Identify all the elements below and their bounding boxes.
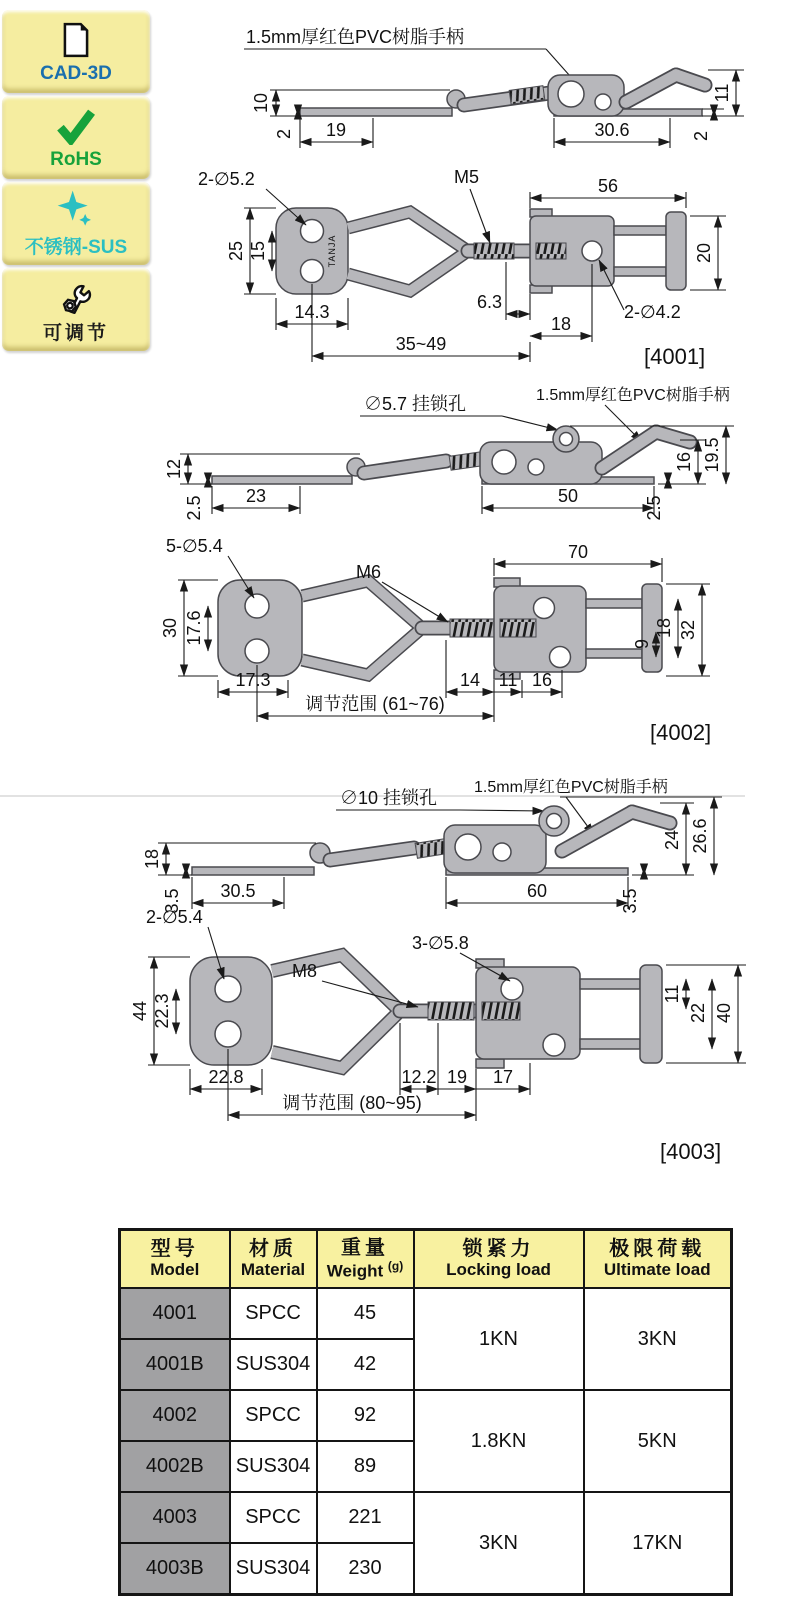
- dim-4002-plate-w: 17.3: [235, 670, 271, 690]
- dim-4003-seg-17: 17: [492, 1067, 514, 1087]
- dim-4001-hole-off: 18: [550, 314, 572, 334]
- badge-label: 不锈钢-SUS: [24, 237, 128, 258]
- handle-material-label: 1.5mm厚红色PVC树脂手柄: [536, 387, 730, 404]
- dim-4002-seg-16: 16: [531, 670, 553, 690]
- badge-label: RoHS: [50, 148, 102, 170]
- model-cell: 4003: [120, 1492, 230, 1543]
- badge-cad-3d: [2, 10, 150, 93]
- dim-4003-adjust-range: 调节范围 (80~95): [282, 1093, 422, 1113]
- dim-4003-frame-22: 22: [688, 1002, 708, 1024]
- stainless-sparkle-icon: [56, 188, 96, 230]
- dim-4003-plate-w: 22.8: [208, 1067, 244, 1087]
- dim-4003-side-plate-thk: 3.5: [162, 888, 182, 914]
- dim-4002-side-handle-h: 16: [674, 451, 694, 473]
- dim-4003-seg-19: 19: [446, 1067, 468, 1087]
- dim-4002-side-base-thk: 2.5: [644, 495, 664, 521]
- padlock-hole-label: ∅10 挂锁孔: [340, 788, 438, 808]
- dim-4001-side-height: 10: [251, 92, 271, 114]
- latch-4002-front-view: [218, 578, 662, 679]
- table-row: [120, 1288, 732, 1339]
- latch-4001-side-view: [300, 75, 705, 116]
- dim-4003-side-base-thk: 3.5: [620, 888, 640, 914]
- latch-4001-front-view: [276, 208, 686, 294]
- header-weight: 重量 Weight $^{(g)}$: [317, 1230, 414, 1289]
- material-cell: SUS304: [230, 1543, 317, 1595]
- dim-4002-frame-18: 18: [654, 617, 674, 639]
- header-model: 型号 Model: [120, 1230, 230, 1289]
- spec-table-header-row: [120, 1230, 732, 1289]
- dim-4001-body-holes: 2-∅4.2: [624, 302, 681, 322]
- header-material: 材质 Material: [230, 1230, 317, 1289]
- material-cell: SPCC: [230, 1390, 317, 1441]
- dim-4002-frame-9: 9: [632, 638, 652, 650]
- dim-4002-seg-14: 14: [459, 670, 481, 690]
- locking-load-cell: 1KN: [414, 1288, 584, 1390]
- latch-4003-front-view: [190, 955, 662, 1068]
- dim-4003-side-height: 18: [142, 848, 162, 870]
- dim-4003-body-holes: 3-∅5.8: [412, 933, 469, 953]
- locking-load-cell: 1.8KN: [414, 1390, 584, 1492]
- dim-4001-side-base-len: 30.6: [594, 120, 630, 140]
- weight-cell: 89: [317, 1441, 414, 1492]
- padlock-hole-label: ∅5.7 挂锁孔: [364, 394, 467, 414]
- model-cell: 4001: [120, 1288, 230, 1339]
- dim-4003-side-base-len: 60: [526, 881, 548, 901]
- table-row: [120, 1390, 732, 1441]
- dim-4003-plate-h: 44: [130, 1000, 150, 1022]
- badge-label: 可调节: [42, 323, 109, 344]
- model-cell: 4001B: [120, 1339, 230, 1390]
- weight-cell: 42: [317, 1339, 414, 1390]
- cad-document-icon: [57, 19, 95, 61]
- dim-4003-body-h: 40: [714, 1002, 734, 1024]
- dim-4003-hole-span: 22.3: [152, 993, 172, 1029]
- table-row: [120, 1492, 732, 1543]
- material-cell: SPCC: [230, 1492, 317, 1543]
- dim-4001-plate-h: 25: [226, 240, 246, 262]
- dim-4003-frame-11: 11: [662, 984, 682, 1004]
- dim-4002-body-h: 32: [678, 619, 698, 641]
- dim-4001-adjust-range: 35~49: [395, 334, 447, 354]
- dim-4002-plate-h: 30: [160, 617, 180, 639]
- dim-4003-side-handle-h: 24: [662, 829, 682, 851]
- dim-4003-side-total-h: 26.6: [690, 818, 710, 854]
- dim-4001-side-handle-h: 11: [712, 83, 732, 103]
- dim-4001-plate-w: 14.3: [294, 302, 330, 322]
- adjustable-wrench-icon: [55, 274, 97, 316]
- dim-4002-side-plate-thk: 2.5: [184, 495, 204, 521]
- dim-4002-hole-span: 17.6: [184, 610, 204, 646]
- material-cell: SUS304: [230, 1339, 317, 1390]
- header-locking-load: 锁紧力 Locking load: [414, 1230, 584, 1289]
- handle-material-label: 1.5mm厚红色PVC树脂手柄: [246, 27, 465, 47]
- dim-4001-gap: 6.3: [476, 292, 502, 312]
- dim-4001-side-base-thk: 2: [691, 130, 711, 142]
- drawing-4001: [158, 12, 790, 370]
- dim-4003-side-catch-len: 30.5: [220, 881, 256, 901]
- dim-4002-adjust-range: 调节范围 (61~76): [305, 694, 445, 714]
- ultimate-load-cell: 17KN: [584, 1492, 732, 1595]
- dim-4003-thread: M8: [292, 961, 318, 981]
- header-ultimate-load: 极限荷载 Ultimate load: [584, 1230, 732, 1289]
- dim-4001-side-plate-thk: 2: [274, 128, 294, 140]
- dim-4001-hole-span: 15: [248, 240, 268, 262]
- drawing-4002: [150, 380, 790, 745]
- weight-cell: 230: [317, 1543, 414, 1595]
- weight-cell: 92: [317, 1390, 414, 1441]
- latch-4003-side-view: [192, 806, 670, 875]
- model-cell: 4003B: [120, 1543, 230, 1595]
- ultimate-load-cell: 5KN: [584, 1390, 732, 1492]
- weight-cell: 45: [317, 1288, 414, 1339]
- badge-stainless-sus: [2, 182, 150, 265]
- material-cell: SPCC: [230, 1288, 317, 1339]
- dim-4003-plate-holes: 2-∅5.4: [146, 907, 203, 927]
- weight-cell: 221: [317, 1492, 414, 1543]
- handle-material-label: 1.5mm厚红色PVC树脂手柄: [474, 779, 668, 796]
- material-cell: SUS304: [230, 1441, 317, 1492]
- locking-load-cell: 3KN: [414, 1492, 584, 1595]
- dim-4002-seg-11: 11: [498, 670, 518, 690]
- dim-4003-seg-12-2: 12.2: [401, 1067, 437, 1087]
- dim-4002-side-height: 12: [164, 458, 184, 480]
- dim-4001-side-catch-len: 19: [325, 120, 347, 140]
- dim-4002-body-len: 70: [567, 542, 589, 562]
- dim-4001-body-len: 56: [597, 176, 619, 196]
- brand-mark: TANJA: [327, 234, 337, 268]
- dim-4001-body-h: 20: [694, 242, 714, 264]
- dim-4001-plate-holes: 2-∅5.2: [198, 169, 255, 189]
- dim-4002-plate-holes: 5-∅5.4: [166, 536, 223, 556]
- model-cell: 4002B: [120, 1441, 230, 1492]
- model-tag-4001: [4001]: [644, 344, 706, 369]
- badge-rohs: [2, 96, 150, 179]
- dim-4002-thread: M6: [356, 562, 382, 582]
- feature-badge-column: [2, 10, 150, 354]
- drawing-4003: [130, 755, 790, 1175]
- model-cell: 4002: [120, 1390, 230, 1441]
- rohs-check-icon: [55, 105, 97, 147]
- dim-4002-side-base-len: 50: [557, 486, 579, 506]
- latch-4002-side-view: [212, 426, 690, 484]
- weight-unit: (g): [387, 1258, 404, 1273]
- dim-4001-thread: M5: [454, 167, 480, 187]
- ultimate-load-cell: 3KN: [584, 1288, 732, 1390]
- badge-label: CAD-3D: [40, 62, 112, 84]
- spec-table: [118, 1228, 733, 1596]
- badge-adjustable: [2, 268, 150, 351]
- dim-4002-side-total-h: 19.5: [702, 437, 722, 473]
- model-tag-4003: [4003]: [660, 1139, 722, 1164]
- model-tag-4002: [4002]: [650, 720, 712, 745]
- dim-4002-side-catch-len: 23: [245, 486, 267, 506]
